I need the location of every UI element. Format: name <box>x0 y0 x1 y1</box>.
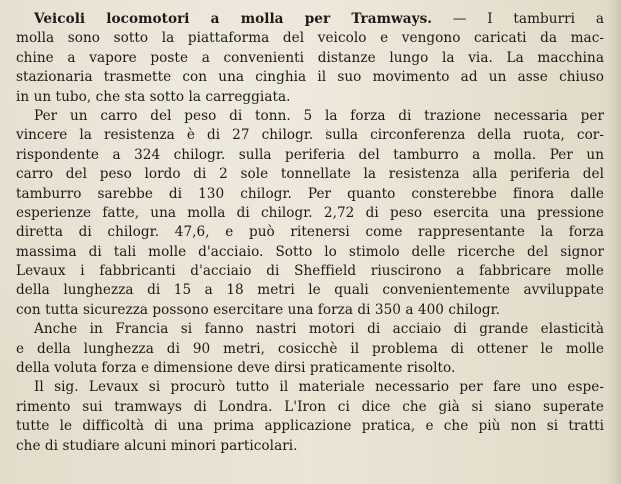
text-line: stazionaria trasmette con una cinghia il suo movimento ad un asse chiuso <box>16 69 604 86</box>
text-line: vincere la resistenza è di 27 chilogr. sulla circonferenza della ruota, cor- <box>16 127 604 144</box>
text-line: molla sono sotto la piattaforma del veicolo e vengono caricati da mac- <box>16 30 604 47</box>
text-line: massima di tali molle d'acciaio. Sotto lo stimolo delle ricerche del signor <box>16 243 604 260</box>
article-title: Veicoli locomotori a molla per Tramways. <box>34 11 433 27</box>
text-line: che di studiare alcuni minori particolari. <box>16 437 298 454</box>
text-line: e della lunghezza di 90 metri, cosicchè il problema di ottener le molle <box>16 340 604 357</box>
article-heading-line <box>16 10 604 29</box>
text-line: rimento sui tramways di Londra. L'Iron ci dice che già si siano superate <box>16 398 604 415</box>
text-line: rispondente a 324 chilogr. sulla periferia del tamburro a molla. Per un <box>16 146 604 163</box>
text-line: carro del peso lordo di 2 sole tonnellate la resistenza alla periferia del <box>16 166 604 183</box>
text-line: chine a vapore poste a convenienti distanze lungo la via. La macchina <box>16 49 604 66</box>
text-line: Levaux i fabbricanti d'acciaio di Sheffield riuscirono a fabbricare molle <box>16 263 604 280</box>
text-line: Per un carro del peso di tonn. 5 la forza di trazione necessaria per <box>34 107 604 124</box>
text-line: tamburro sarebbe di 130 chilogr. Per quanto consterebbe finora dalle <box>16 185 604 202</box>
text-line: della voluta forza e dimensione deve dirsi praticamente risolto. <box>16 360 456 377</box>
text-line: diretta di chilogr. 47,6, e può ritenersi come rappresentante la forza <box>16 224 604 241</box>
text-line: Il sig. Levaux si procurò tutto il materiale necessario per fare uno espe- <box>34 379 604 396</box>
article-title-dash: — I tamburri a <box>432 11 604 27</box>
text-line: con tutta sicurezza possono esercitare una forza di 350 a 400 chilogr. <box>16 301 501 318</box>
text-line: Anche in Francia si fanno nastri motori di acciaio di grande elasticità <box>34 321 604 338</box>
text-line: della lunghezza di 15 a 18 metri le quali convenientemente avviluppate <box>16 282 604 299</box>
text-line: in un tubo, che sta sotto la carreggiata. <box>16 88 291 105</box>
text-line: esperienze fatte, una molla di chilogr. 2,72 di peso esercita una pressione <box>16 204 604 221</box>
text-line: tutte le difficoltà di una prima applicazione pratica, e che più non si tratti <box>16 418 604 435</box>
page-edge-shadow <box>607 0 621 484</box>
article <box>16 10 604 456</box>
